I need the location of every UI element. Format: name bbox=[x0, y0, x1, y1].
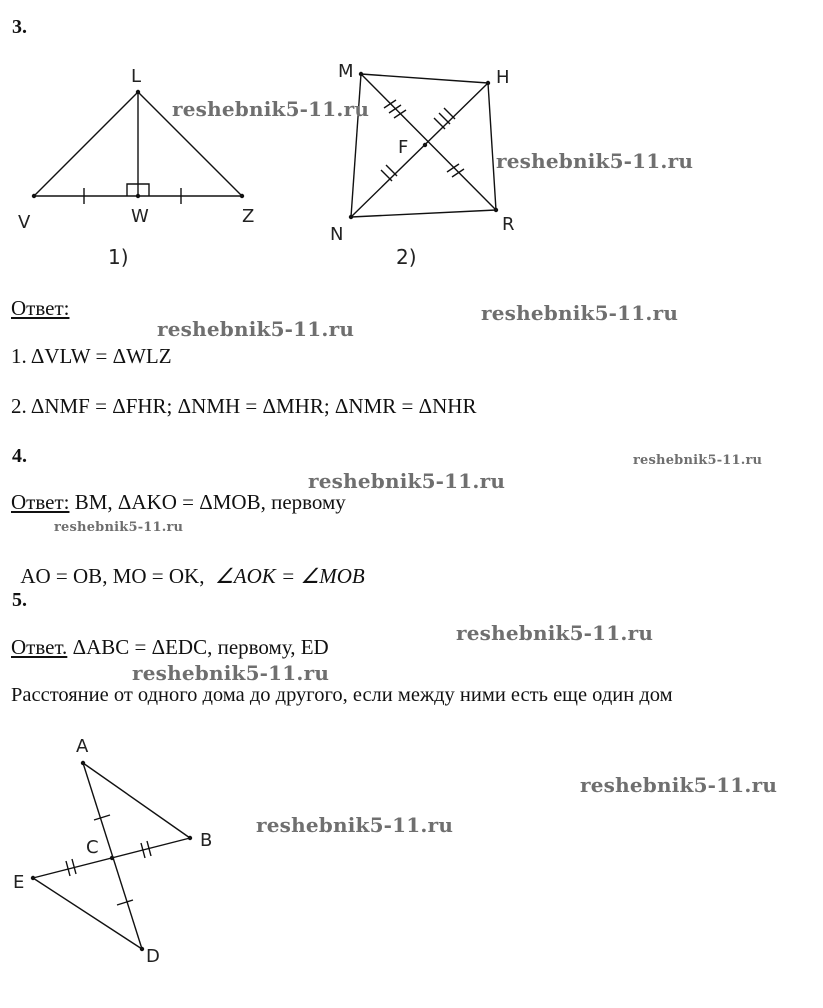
watermark: reshebnik5-11.ru bbox=[157, 317, 355, 341]
fig2-label-F: F bbox=[398, 137, 409, 158]
fig1-label-Z: Z bbox=[242, 206, 255, 227]
watermark: reshebnik5-11.ru bbox=[456, 621, 654, 645]
watermark: reshebnik5-11.ru bbox=[633, 453, 763, 468]
task-5-answer-text: ΔABC = ΔEDC, первому, ED bbox=[67, 635, 329, 659]
task-3-answer-label: Ответ: bbox=[11, 296, 70, 320]
watermark: reshebnik5-11.ru bbox=[580, 773, 778, 797]
task-5-number: 5. bbox=[12, 589, 27, 611]
task-4-line-2 bbox=[11, 539, 365, 589]
fig5-label-B: B bbox=[200, 830, 213, 851]
task-4-answer-text: BM, ΔAKO = ΔMOB, первому bbox=[69, 490, 346, 514]
task-5-answer-label: Ответ. bbox=[11, 635, 68, 659]
task-4-line-2-plain: AO = OB, MO = OK, bbox=[20, 564, 215, 588]
watermark: reshebnik5-11.ru bbox=[308, 469, 506, 493]
watermark: reshebnik5-11.ru bbox=[481, 301, 679, 325]
task-3-answer-line-1: 1. ΔVLW = ΔWLZ bbox=[11, 344, 172, 368]
fig2-caption: 2) bbox=[396, 245, 417, 269]
task-5-answer bbox=[11, 635, 329, 660]
fig2-label-R: R bbox=[502, 214, 515, 235]
fig1-label-L: L bbox=[131, 66, 142, 87]
fig2-label-N: N bbox=[330, 224, 344, 245]
fig1-label-V: V bbox=[18, 212, 31, 233]
task-5-explanation: Расстояние от одного дома до другого, если между ними есть еще один дом bbox=[11, 684, 673, 706]
fig5-label-C: C bbox=[86, 837, 99, 858]
task-4-angle-equality: ∠AOK = ∠MOB bbox=[214, 564, 365, 588]
fig1-label-W: W bbox=[131, 206, 149, 227]
fig1-caption: 1) bbox=[108, 245, 129, 269]
watermark: reshebnik5-11.ru bbox=[172, 97, 370, 121]
fig5-label-D: D bbox=[146, 946, 160, 967]
task-4-answer bbox=[11, 490, 346, 515]
task-4-answer-label: Ответ: bbox=[11, 490, 70, 514]
task-4-number: 4. bbox=[12, 445, 27, 467]
task-3-number: 3. bbox=[12, 16, 27, 38]
fig5-label-A: A bbox=[76, 736, 89, 757]
task-3-answer-line-2: 2. ΔNMF = ΔFHR; ΔNMH = ΔMHR; ΔNMR = ΔNHR bbox=[11, 394, 477, 418]
fig2-label-M: M bbox=[338, 61, 354, 82]
watermark: reshebnik5-11.ru bbox=[54, 520, 184, 535]
fig5-label-E: E bbox=[13, 872, 25, 893]
watermark: reshebnik5-11.ru bbox=[256, 813, 454, 837]
watermark: reshebnik5-11.ru bbox=[496, 149, 694, 173]
fig2-label-H: H bbox=[496, 67, 510, 88]
watermark: reshebnik5-11.ru bbox=[132, 661, 330, 685]
